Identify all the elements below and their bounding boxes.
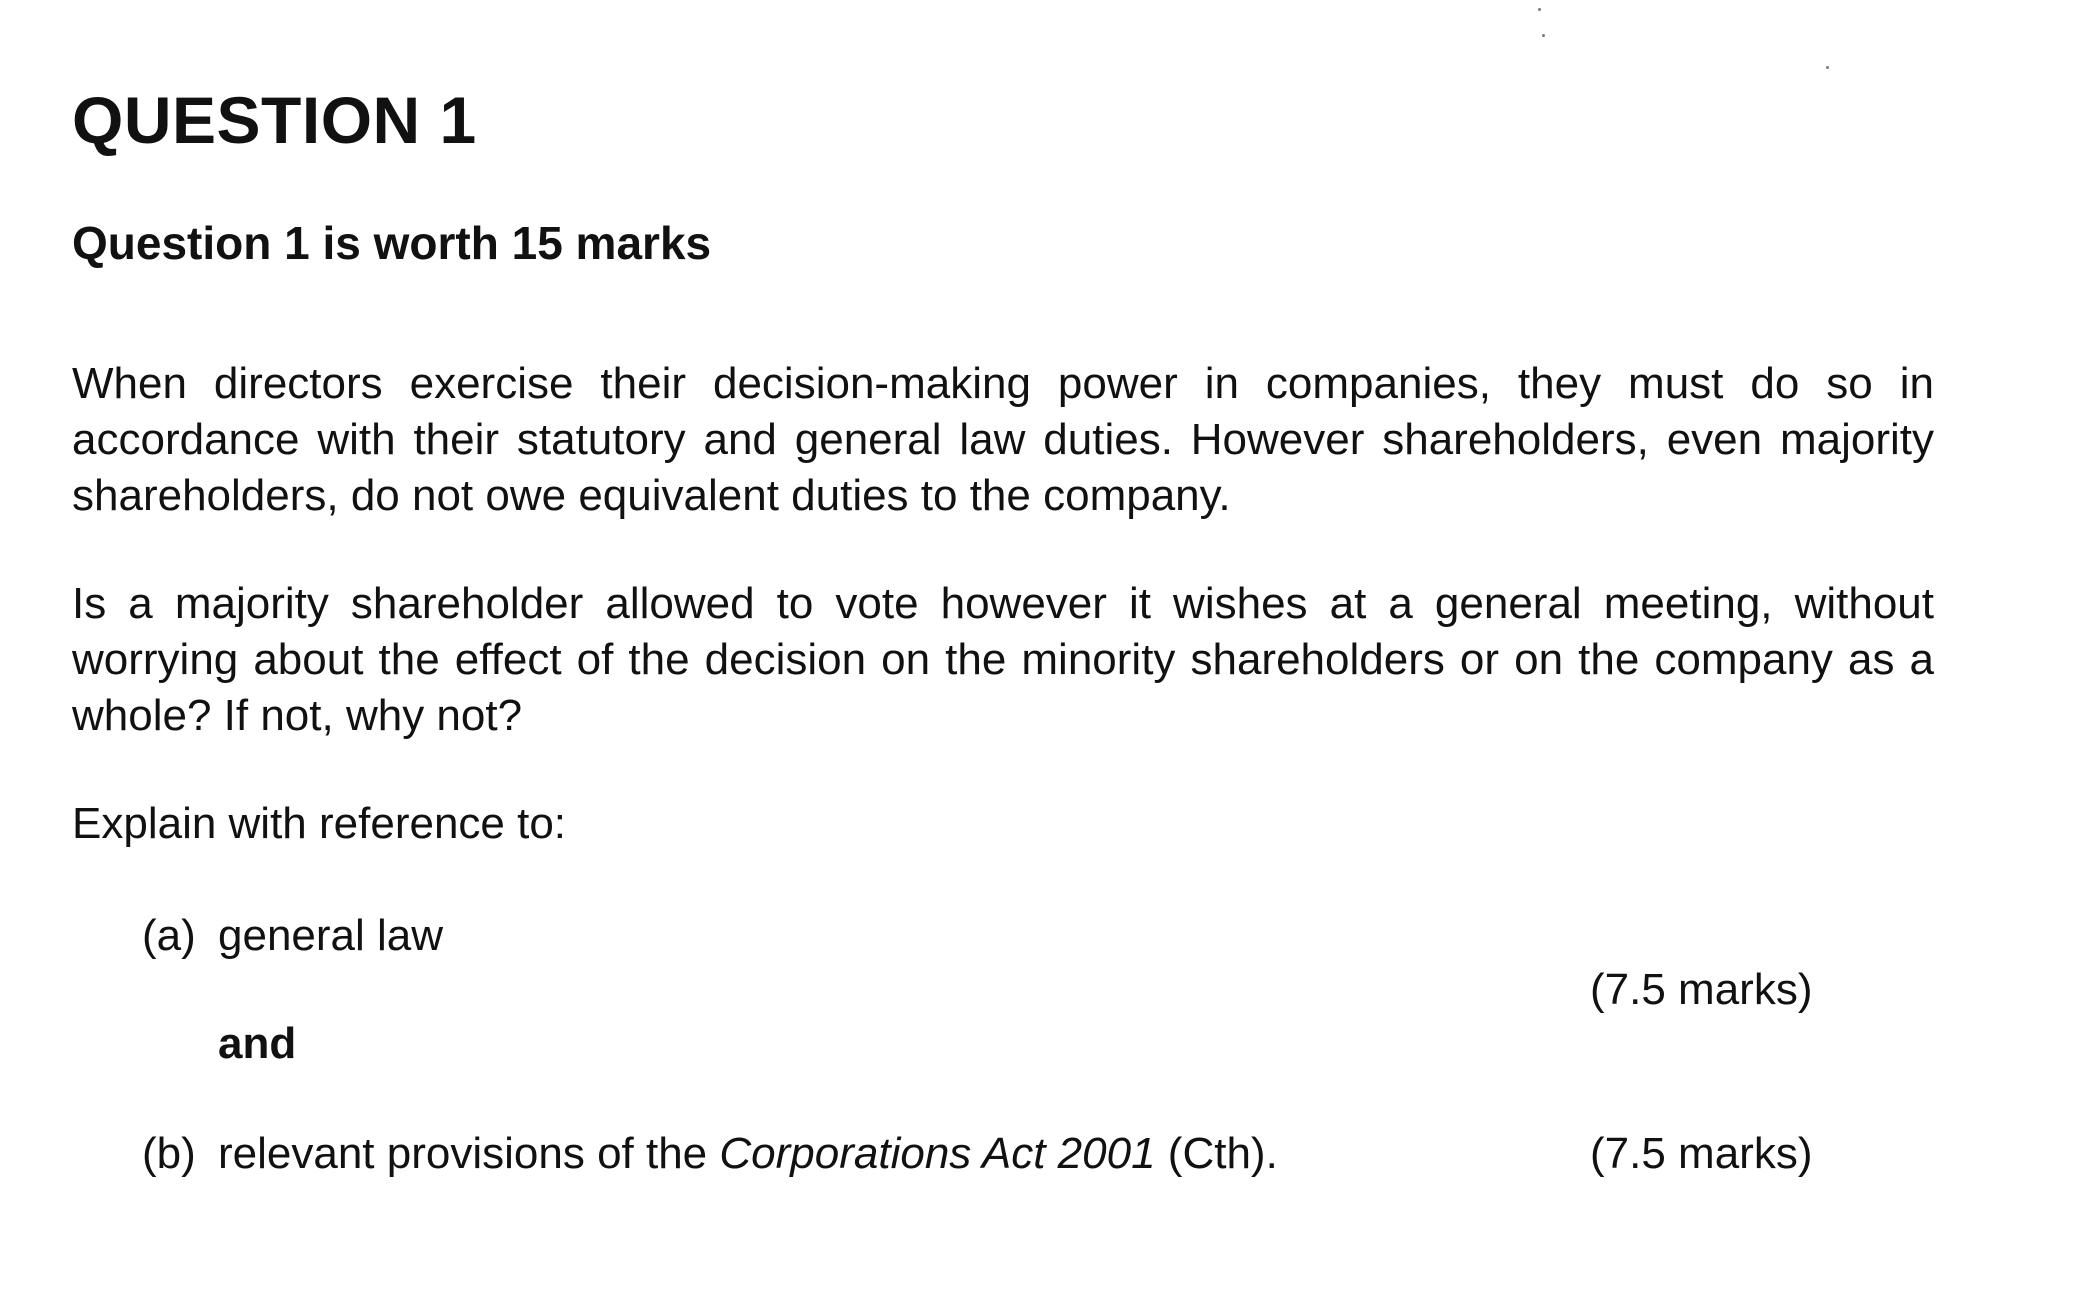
parts-connector: and [218, 1019, 297, 1068]
part-a-text: general law [218, 911, 444, 960]
part-a-marks: (7.5 marks) [1590, 965, 1813, 1014]
scan-speck [1538, 8, 1541, 11]
scan-speck [1542, 34, 1545, 37]
question-title: QUESTION 1 [72, 83, 477, 157]
part-b-marks: (7.5 marks) [1590, 1129, 1813, 1178]
scan-speck [1826, 66, 1829, 69]
part-a-label: (a) [142, 911, 196, 960]
part-b-text-after: (Cth). [1155, 1129, 1278, 1178]
part-b-text-before: relevant provisions of the [218, 1129, 720, 1178]
question-paragraph-prompt: Is a majority shareholder allowed to vote however it wishes at a general meeting, without worrying about the effect of the decision on the minority shareholders or on the company as a whole? If not, why not? [72, 579, 1934, 740]
part-b-act-name: Corporations Act 2001 [719, 1129, 1156, 1178]
question-paragraph-instruction: Explain with reference to: [72, 799, 567, 848]
question-worth: Question 1 is worth 15 marks [72, 217, 712, 269]
question-paragraph-context: When directors exercise their decision-making power in companies, they must do so in accordance with their statutory and general law duties. However shareholders, even majority shareholders, do not owe equivalent duties to the company. [72, 359, 1934, 520]
part-b-text [218, 1126, 1278, 1182]
part-b-label: (b) [142, 1129, 196, 1178]
